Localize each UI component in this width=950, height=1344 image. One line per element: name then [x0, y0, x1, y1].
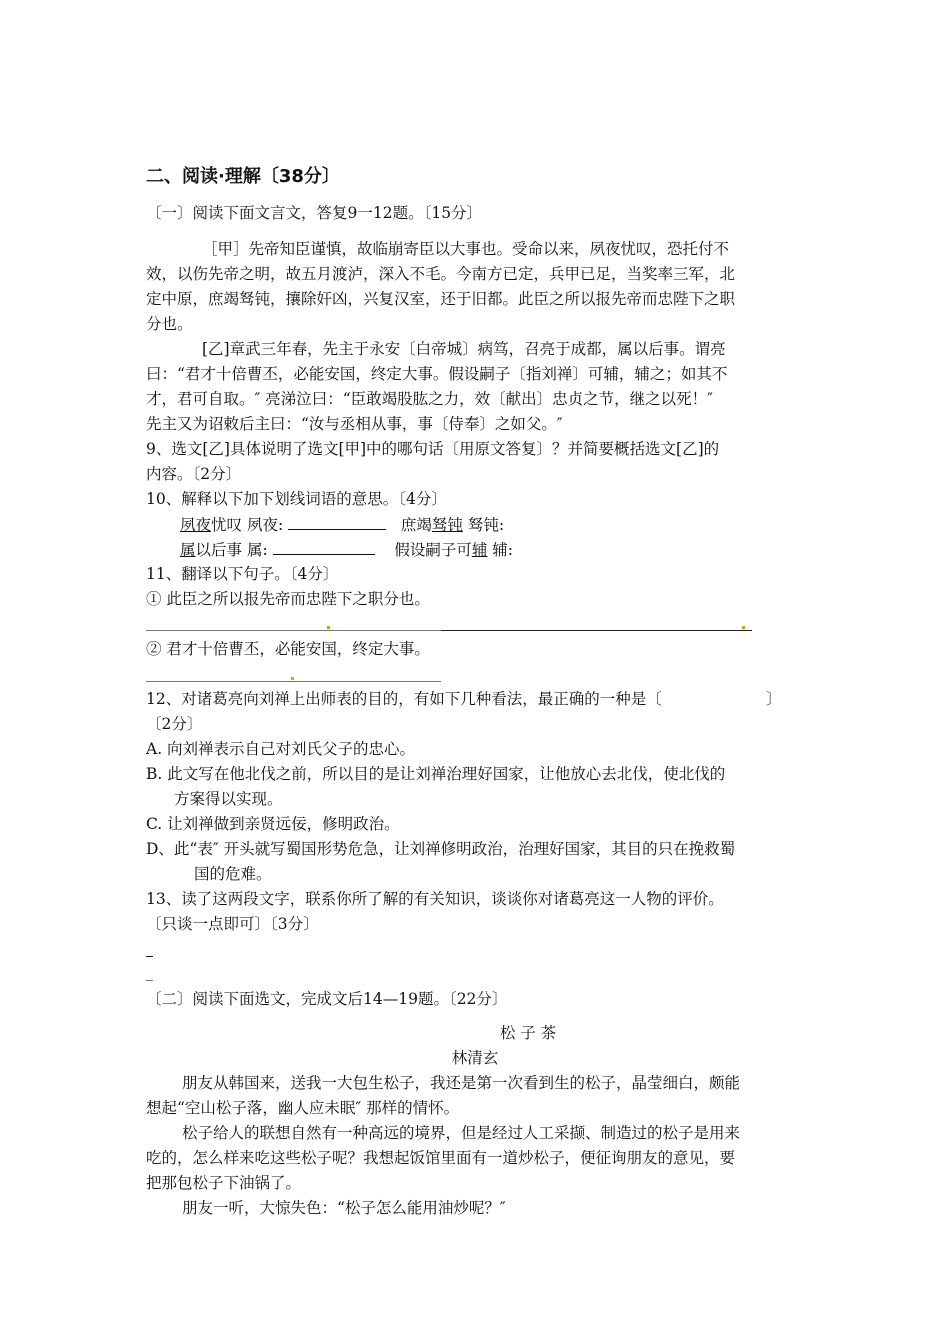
answer-blank[interactable] — [273, 539, 375, 555]
passage-yi-line: 先主又为诏敕后主曰：“汝与丞相从事，事〔侍奉〕之如父。″ — [146, 415, 563, 433]
section-title: 二、阅读·理解〔38分〕 — [146, 166, 340, 187]
passage-yi-line: 才，君可自取。″ 亮涕泣曰：“臣敢竭股肱之力，效〔献出〕忠贞之节，继之以死！″ — [146, 390, 713, 408]
article-paragraph: 吃的，怎么样来吃这些松子呢？我想起饭馆里面有一道炒松子，便征询朋友的意见，要 — [146, 1149, 736, 1167]
article-author: 林清玄 — [451, 1049, 499, 1067]
option-a[interactable]: A. 向刘禅表示自己对刘氏父子的忠心。 — [146, 740, 416, 758]
question-9-cont: 内容。〔2分〕 — [146, 465, 242, 483]
answer-paren-close: 〕 — [766, 690, 782, 708]
passage-jia-line: ［甲］先帝知臣谨慎，故临崩寄臣以大事也。受命以来，夙夜忧叹，恐托付不 — [202, 240, 730, 258]
underlined-word: 属 — [180, 541, 196, 559]
answer-blank[interactable] — [288, 514, 386, 530]
mark-dot — [742, 626, 745, 629]
article-paragraph: 松子给人的联想自然有一种高远的境界，但是经过人工采撷、制造过的松子是用来 — [182, 1124, 741, 1142]
sentence-1: ① 此臣之所以报先帝而忠陛下之职分也。 — [146, 590, 430, 608]
answer-line[interactable] — [146, 980, 153, 981]
question-10-row1 — [180, 514, 504, 535]
question-13: 13、读了这两段文字，联系你所了解的有关知识，谈谈你对诸葛亮这一人物的评价。 — [146, 890, 724, 908]
underlined-word: 辅 — [471, 541, 488, 559]
answer-line[interactable] — [146, 681, 441, 682]
answer-line[interactable] — [146, 956, 153, 957]
question-13-cont: 〔只谈一点即可〕〔3分〕 — [146, 915, 319, 933]
question-10: 10、解释以下加下划线词语的意思。〔4分〕 — [146, 490, 447, 508]
term-prefix: 庶竭 — [400, 516, 432, 534]
mark-dot — [291, 677, 294, 680]
option-d-cont: 国的危难。 — [194, 865, 272, 883]
question-12-score: 〔2分〕 — [146, 715, 203, 733]
option-b[interactable]: B. 此文写在他北伐之前，所以目的是让刘禅治理好国家，让他放心去北伐，使北伐的 — [146, 765, 726, 783]
term-label: 忧叹 夙夜: — [211, 516, 284, 534]
passage-yi-line: 曰：“君才十倍曹丕，必能安国，终定大事。假设嗣子〔指刘禅〕可辅，辅之；如其不 — [146, 365, 728, 383]
article-paragraph: 朋友一听，大惊失色：“松子怎么能用油炒呢？″ — [182, 1199, 506, 1217]
option-d[interactable]: D、此“表″ 开头就写蜀国形势危急，让刘禅修明政治，治理好国家，其目的只在挽救蜀 — [146, 840, 736, 858]
term-label: 以后事 属: — [195, 541, 268, 559]
article-paragraph: 把那包松子下油锅了。 — [146, 1174, 302, 1192]
passage-jia-line: 定中原，庶竭驽钝，攘除奸凶，兴复汉室，还于旧都。此臣之所以报先帝而忠陛下之职 — [146, 290, 736, 308]
answer-line[interactable] — [441, 630, 752, 631]
sentence-2: ② 君才十倍曹丕，必能安国，终定大事。 — [146, 640, 430, 658]
question-12: 12、对诸葛亮向刘禅上出师表的目的，有如下几种看法，最正确的一种是〔 — [146, 690, 662, 708]
part2-intro: 〔二〕阅读下面选文，完成文后14—19题。〔22分〕 — [146, 990, 508, 1008]
answer-line[interactable] — [146, 630, 441, 631]
question-9: 9、选文[乙]具体说明了选文[甲]中的哪句话〔用原文答复〕？并简要概括选文[乙]的 — [146, 440, 720, 458]
question-10-row2 — [180, 539, 513, 560]
question-11: 11、翻译以下句子。〔4分〕 — [146, 565, 339, 583]
part1-intro: 〔一〕阅读下面文言文，答复9一12题。〔15分〕 — [146, 204, 483, 222]
article-title: 松 子 茶 — [499, 1024, 557, 1042]
option-c[interactable]: C. 让刘禅做到亲贤远佞，修明政治。 — [146, 815, 400, 833]
underlined-word: 驽钝 — [431, 516, 463, 534]
mark-dot — [327, 626, 330, 629]
article-paragraph: 想起“空山松子落，幽人应未眠″ 那样的情怀。 — [146, 1099, 460, 1117]
passage-yi-line: [乙]章武三年春，先主于永安〔白帝城〕病笃，召亮于成都，属以后事。谓亮 — [202, 340, 726, 358]
term-label: 驽钝: — [462, 516, 505, 534]
underlined-word: 夙夜 — [180, 516, 212, 534]
article-paragraph: 朋友从韩国来，送我一大包生松子，我还是第一次看到生的松子，晶莹细白，颇能 — [182, 1074, 741, 1092]
passage-jia-line: 分也。 — [146, 315, 193, 333]
option-b-cont: 方案得以实现。 — [174, 790, 283, 808]
passage-jia-line: 效，以伤先帝之明，故五月渡泸，深入不毛。今南方已定，兵甲已足，当奖率三军，北 — [146, 265, 736, 283]
term-prefix: 假设嗣子可 — [394, 541, 472, 559]
term-label: 辅: — [487, 541, 514, 559]
